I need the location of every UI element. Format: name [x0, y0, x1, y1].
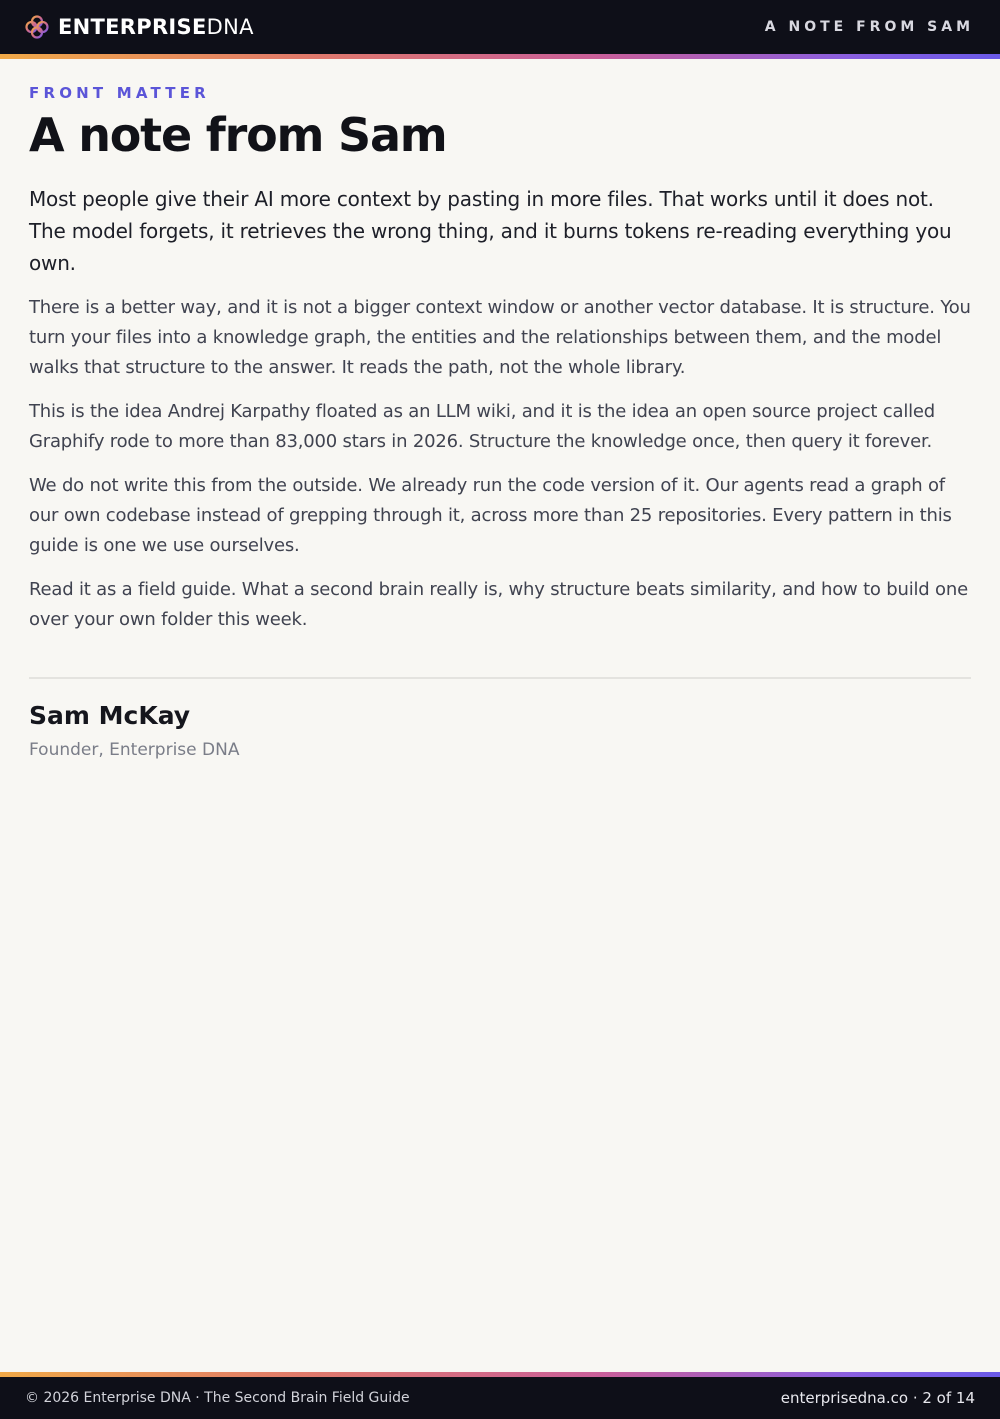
body-paragraph-2: This is the idea Andrej Karpathy floated as an LLM wiki, and it is the idea an open source project called Graphify rode to more than 83,000 stars in 2026. Structure the knowledge once, then query it forever.: [29, 401, 936, 453]
body-paragraph-1: There is a better way, and it is not a bigger context window or another vector database. It is structure. You turn your files into a knowledge graph, the entities and the relationships between them, and the model walks that structure to the answer. It reads the path, not the whole library.: [29, 297, 971, 379]
brand-wordmark: [58, 15, 254, 39]
page-title: A note from Sam: [29, 108, 447, 162]
main-content: [29, 84, 971, 760]
body-paragraph-4: Read it as a field guide. What a second brain really is, why structure beats similarity, and how to build one over your own folder this week.: [29, 579, 968, 631]
brand: [24, 14, 254, 40]
section-label: A NOTE FROM SAM: [764, 19, 974, 35]
body-paragraph-3: We do not write this from the outside. We already run the code version of it. Our agents read a graph of our own codebase instead of grepping through it, across more than 25 repositories. Every pattern in this guide is one we use ourselves.: [29, 475, 952, 557]
footer-page-info: enterprisedna.co · 2 of 14: [780, 1389, 975, 1407]
brand-wordmark-strong: ENTERPRISE: [58, 15, 207, 39]
brand-logo-icon: [24, 14, 50, 40]
signature-name: Sam McKay: [29, 701, 191, 731]
brand-wordmark-light: DNA: [206, 15, 254, 39]
signature-role: Founder, Enterprise DNA: [29, 740, 240, 761]
signature-divider: [29, 677, 971, 679]
page-header: [0, 0, 1000, 54]
lead-paragraph: Most people give their AI more context by pasting in more files. That works until it does not. The model forgets, it retrieves the wrong thing, and it burns tokens re-reading everything you own.: [29, 187, 952, 276]
page-footer: [0, 1377, 1000, 1419]
footer-copyright: © 2026 Enterprise DNA · The Second Brain Field Guide: [25, 1390, 410, 1406]
eyebrow-label: FRONT MATTER: [29, 84, 210, 102]
header-gradient-bar: [0, 54, 1000, 59]
